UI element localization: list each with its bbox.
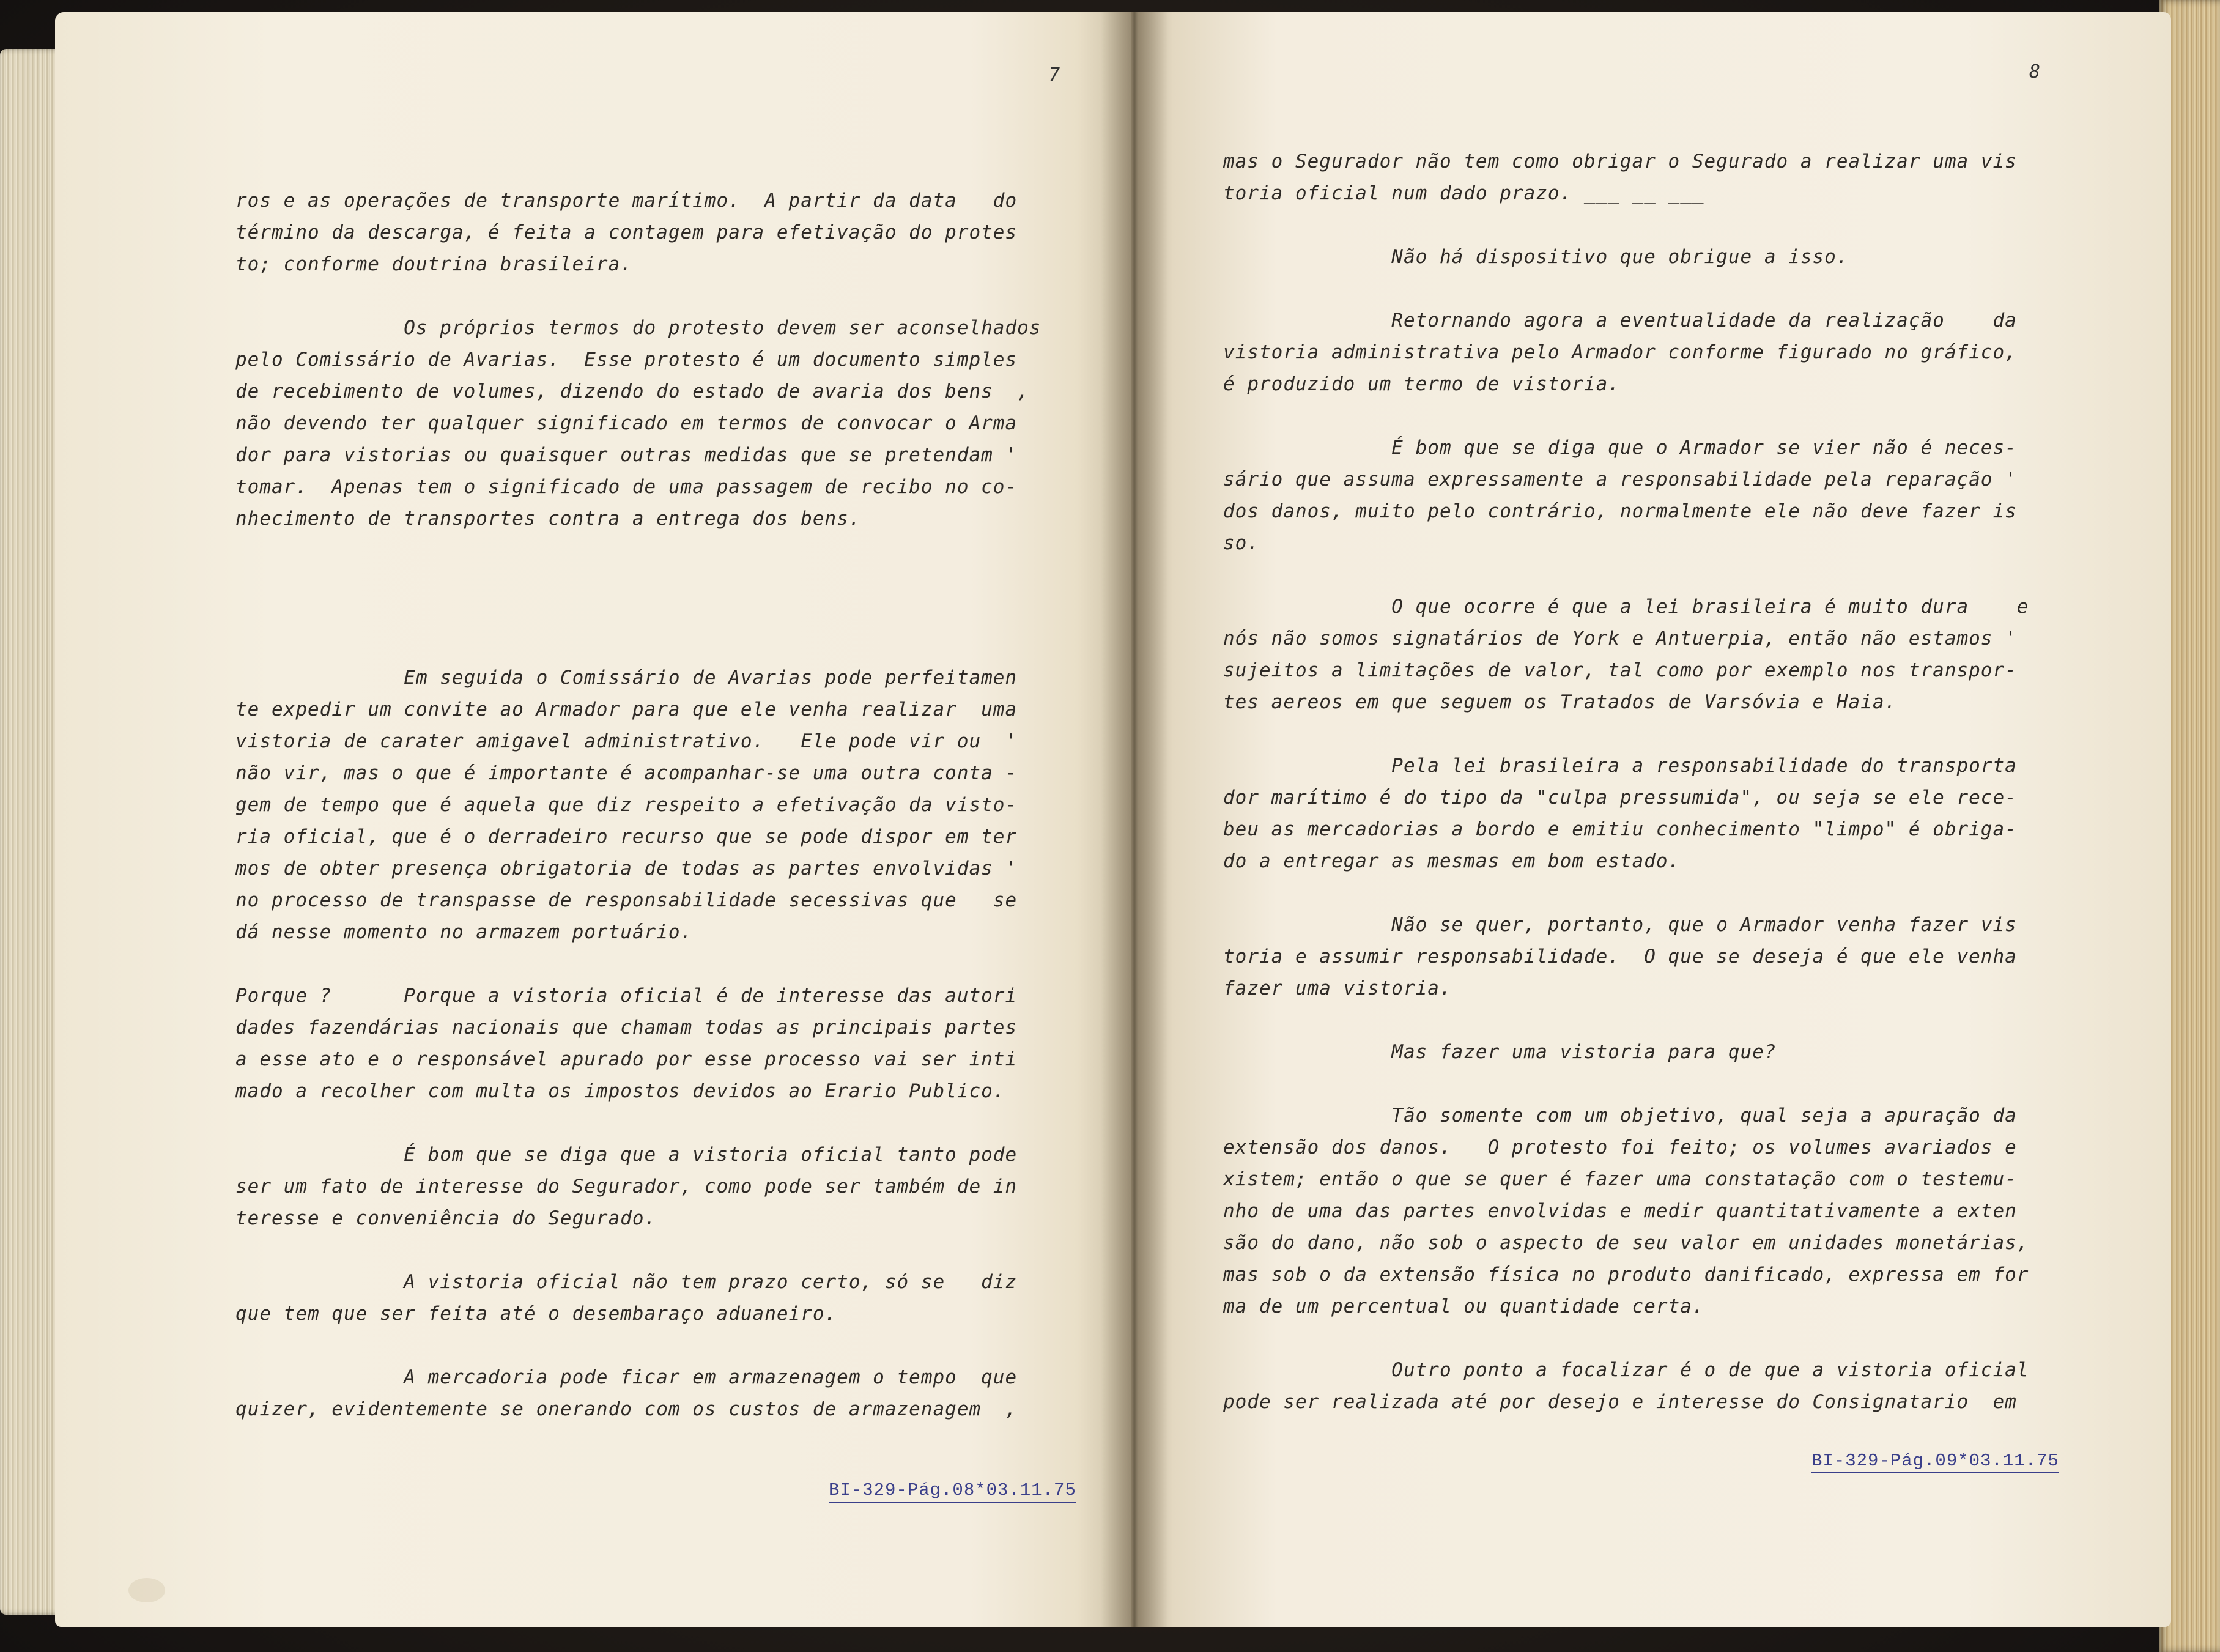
text-line: ria oficial, que é o derradeiro recurso que se pode dispor em ter	[235, 826, 1018, 848]
left-page-body	[235, 185, 1041, 1425]
right-page-footer: BI-329-Pág.09*03.11.75	[1811, 1451, 2059, 1471]
text-line: ma de um percentual ou quantidade certa.	[1223, 1295, 1704, 1317]
text-line: dá nesse momento no armazem portuário.	[235, 921, 693, 943]
text-line: mas o Segurador não tem como obrigar o Segurado a realizar uma vis	[1223, 150, 2017, 172]
text-line	[1223, 273, 2029, 305]
text-line	[1223, 559, 2029, 591]
text-line	[1223, 209, 2029, 241]
text-line: mas sob o da extensão física no produto danificado, expressa em for	[1223, 1264, 2029, 1286]
text-line: extensão dos danos. O protesto foi feito; os volumes avariados e	[1223, 1136, 2017, 1158]
text-line: Não há dispositivo que obrigue a isso.	[1223, 246, 1849, 268]
text-line	[1223, 1068, 2029, 1100]
text-line: beu as mercadorias a bordo e emitiu conhecimento "limpo" é obriga-	[1223, 818, 2017, 840]
text-line: nho de uma das partes envolvidas e medir quantitativamente a exten	[1223, 1200, 2017, 1222]
text-line: teresse e conveniência do Segurado.	[235, 1207, 657, 1229]
text-line: Outro ponto a focalizar é o de que a vistoria oficial	[1223, 1359, 2029, 1381]
right-page-body	[1223, 146, 2029, 1418]
text-line: Tão somente com um objetivo, qual seja a apuração da	[1223, 1105, 2017, 1127]
text-line: xistem; então o que se quer é fazer uma constatação com o testemu-	[1223, 1168, 2017, 1190]
text-line	[1223, 718, 2029, 750]
text-line	[235, 1330, 1041, 1361]
text-line	[235, 566, 1041, 598]
text-line: dor marítimo é do tipo da "culpa pressumida", ou seja se ele rece-	[1223, 787, 2017, 809]
left-page-footer: BI-329-Pág.08*03.11.75	[829, 1480, 1076, 1500]
text-line: Retornando agora a eventualidade da realização da	[1223, 309, 2017, 332]
book-gutter	[1101, 12, 1168, 1627]
text-line: gem de tempo que é aquela que diz respeito a efetivação da visto-	[235, 794, 1018, 816]
text-line: Não se quer, portanto, que o Armador venha fazer vis	[1223, 914, 2017, 936]
text-line	[1223, 877, 2029, 909]
text-line: dos danos, muito pelo contrário, normalmente ele não deve fazer is	[1223, 500, 2017, 522]
text-line: nós não somos signatários de York e Antuerpia, então não estamos '	[1223, 628, 2017, 650]
text-line: toria oficial num dado prazo. ___ __ ___	[1223, 182, 1704, 204]
left-page-number: 7	[1049, 64, 1060, 86]
text-line: a esse ato e o responsável apurado por esse processo vai ser inti	[235, 1048, 1018, 1070]
text-line: A vistoria oficial não tem prazo certo, só se diz	[235, 1271, 1018, 1293]
text-line: de recebimento de volumes, dizendo do estado de avaria dos bens ,	[235, 380, 1029, 402]
text-line: do a entregar as mesmas em bom estado.	[1223, 850, 1681, 872]
text-line: sário que assuma expressamente a responsabilidade pela reparação '	[1223, 469, 2017, 491]
text-line: término da descarga, é feita a contagem para efetivação do protes	[235, 221, 1018, 243]
text-line: é produzido um termo de vistoria.	[1223, 373, 1620, 395]
text-line: no processo de transpasse de responsabilidade secessivas que se	[235, 889, 1018, 911]
paper-stain	[128, 1578, 165, 1602]
text-line	[1223, 1322, 2029, 1354]
text-line: mos de obter presença obrigatoria de todas as partes envolvidas '	[235, 857, 1018, 880]
text-line	[1223, 1004, 2029, 1036]
text-line: nhecimento de transportes contra a entrega dos bens.	[235, 508, 861, 530]
text-line: tes aereos em que seguem os Tratados de Varsóvia e Haia.	[1223, 691, 1897, 713]
text-line	[235, 630, 1041, 662]
text-line: to; conforme doutrina brasileira.	[235, 253, 632, 275]
text-line: vistoria de carater amigavel administrativo. Ele pode vir ou '	[235, 730, 1018, 752]
text-line: dor para vistorias ou quaisquer outras medidas que se pretendam '	[235, 444, 1018, 466]
text-line: vistoria administrativa pelo Armador conforme figurado no gráfico,	[1223, 341, 2017, 363]
text-line: são do dano, não sob o aspecto de seu valor em unidades monetárias,	[1223, 1232, 2029, 1254]
text-line: quizer, evidentemente se onerando com os custos de armazenagem ,	[235, 1398, 1018, 1420]
text-line: so.	[1223, 532, 1259, 554]
text-line	[235, 1234, 1041, 1266]
text-line: fazer uma vistoria.	[1223, 977, 1452, 999]
text-line: ser um fato de interesse do Segurador, como pode ser também de in	[235, 1176, 1018, 1198]
text-line	[235, 1107, 1041, 1139]
text-line: que tem que ser feita até o desembaraço aduaneiro.	[235, 1303, 837, 1325]
text-line: pode ser realizada até por desejo e interesse do Consignatario em	[1223, 1391, 2017, 1413]
text-line: toria e assumir responsabilidade. O que se deseja é que ele venha	[1223, 946, 2017, 968]
text-line	[235, 535, 1041, 566]
text-line: te expedir um convite ao Armador para que ele venha realizar uma	[235, 698, 1018, 720]
text-line	[1223, 400, 2029, 432]
text-line: ros e as operações de transporte marítimo. A partir da data do	[235, 190, 1018, 212]
text-line: não vir, mas o que é importante é acompanhar-se uma outra conta -	[235, 762, 1018, 784]
text-line: A mercadoria pode ficar em armazenagem o tempo que	[235, 1366, 1018, 1388]
text-line: tomar. Apenas tem o significado de uma passagem de recibo no co-	[235, 476, 1018, 498]
text-line: mado a recolher com multa os impostos devidos ao Erario Publico.	[235, 1080, 1005, 1102]
text-line: É bom que se diga que o Armador se vier não é neces-	[1223, 437, 2017, 459]
text-line: dades fazendárias nacionais que chamam todas as principais partes	[235, 1017, 1018, 1039]
text-line: Os próprios termos do protesto devem ser aconselhados	[235, 317, 1042, 339]
text-line: O que ocorre é que a lei brasileira é muito dura e	[1223, 596, 2029, 618]
text-line: É bom que se diga que a vistoria oficial tanto pode	[235, 1144, 1018, 1166]
text-line: Em seguida o Comissário de Avarias pode perfeitamen	[235, 667, 1018, 689]
text-line	[235, 948, 1041, 980]
text-line: pelo Comissário de Avarias. Esse protesto é um documento simples	[235, 349, 1018, 371]
text-line: sujeitos a limitações de valor, tal como por exemplo nos transpor-	[1223, 659, 2017, 681]
text-line: não devendo ter qualquer significado em termos de convocar o Arma	[235, 412, 1018, 434]
text-line	[235, 598, 1041, 630]
text-line: Mas fazer uma vistoria para que?	[1223, 1041, 1777, 1063]
text-line: Porque ? Porque a vistoria oficial é de interesse das autori	[235, 985, 1018, 1007]
text-line: Pela lei brasileira a responsabilidade do transporta	[1223, 755, 2017, 777]
right-page-number: 8	[2029, 61, 2041, 83]
text-line	[235, 280, 1041, 312]
